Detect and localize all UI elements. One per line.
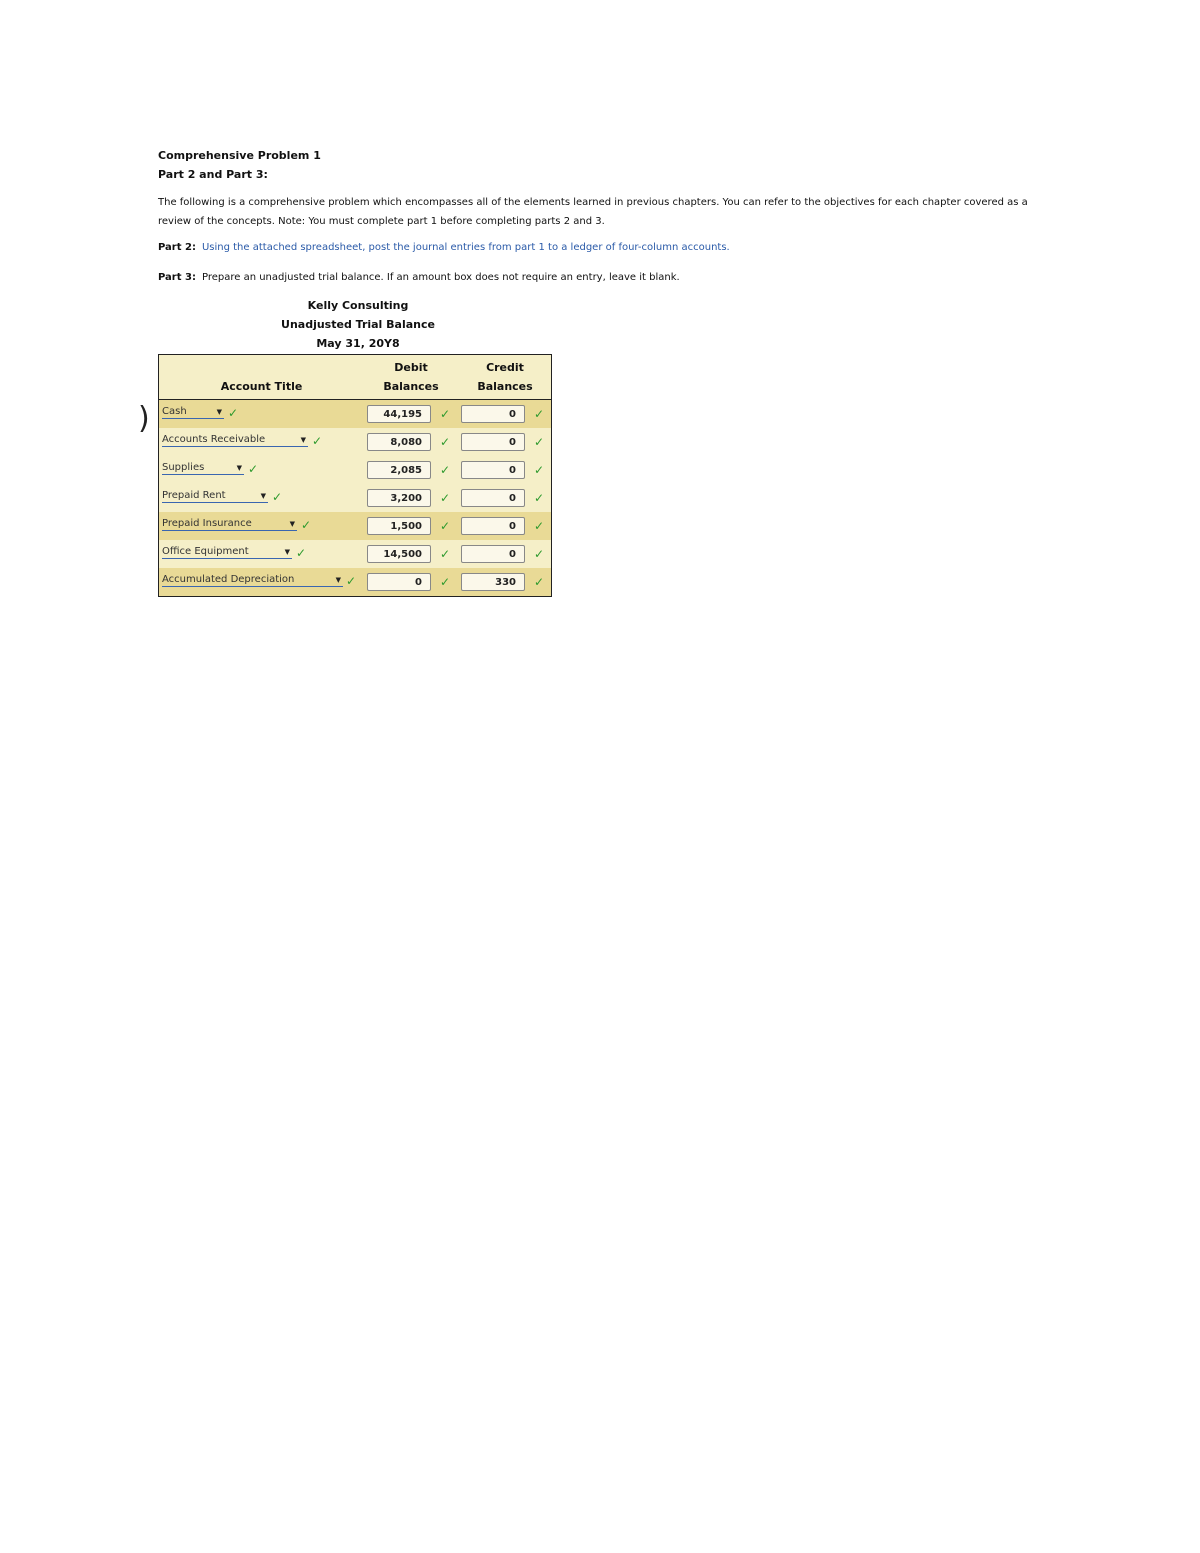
header-credit: Credit xyxy=(486,361,524,374)
table-header xyxy=(159,355,551,400)
account-label: Prepaid Rent xyxy=(162,490,226,501)
debit-input[interactable]: 0 xyxy=(367,573,431,591)
company-name: Kelly Consulting xyxy=(307,299,409,312)
credit-input[interactable]: 330 xyxy=(461,573,525,591)
table-row xyxy=(159,400,551,428)
problem-content xyxy=(158,146,1058,589)
check-icon: ✓ xyxy=(534,463,545,477)
account-label: Cash xyxy=(162,406,187,417)
check-icon: ✓ xyxy=(534,435,545,449)
check-icon: ✓ xyxy=(440,463,451,477)
part3-instruction xyxy=(158,271,1058,285)
caret-down-icon: ▼ xyxy=(284,548,290,556)
credit-input[interactable]: 0 xyxy=(461,545,525,563)
check-icon: ✓ xyxy=(440,407,451,421)
caret-down-icon: ▼ xyxy=(216,408,222,416)
table-row xyxy=(159,456,551,484)
account-select[interactable] xyxy=(162,545,292,559)
part2-label: Part 2: xyxy=(158,242,196,253)
credit-input[interactable]: 0 xyxy=(461,405,525,423)
debit-input[interactable]: 3,200 xyxy=(367,489,431,507)
debit-input[interactable]: 2,085 xyxy=(367,461,431,479)
account-select[interactable] xyxy=(162,517,297,531)
account-select[interactable] xyxy=(162,405,224,419)
caret-down-icon: ▼ xyxy=(335,576,341,584)
account-select[interactable] xyxy=(162,573,343,587)
check-icon: ✓ xyxy=(534,575,545,589)
debit-input[interactable]: 14,500 xyxy=(367,545,431,563)
table-row xyxy=(159,568,551,596)
check-icon: ✓ xyxy=(440,435,451,449)
check-icon: ✓ xyxy=(228,406,239,420)
table-row xyxy=(159,484,551,512)
check-icon: ✓ xyxy=(248,462,259,476)
table-row xyxy=(159,540,551,568)
check-icon: ✓ xyxy=(440,575,451,589)
debit-input[interactable]: 44,195 xyxy=(367,405,431,423)
check-icon: ✓ xyxy=(534,407,545,421)
credit-input[interactable]: 0 xyxy=(461,517,525,535)
mouse-cursor-bracket: ) xyxy=(138,401,150,436)
header-account-title: Account Title xyxy=(220,380,303,393)
check-icon: ✓ xyxy=(534,519,545,533)
account-label: Accumulated Depreciation xyxy=(162,574,295,585)
credit-input[interactable]: 0 xyxy=(461,433,525,451)
problem-title: Comprehensive Problem 1 xyxy=(158,149,321,162)
table-row xyxy=(159,428,551,456)
account-label: Supplies xyxy=(162,462,205,473)
header-debit-balances: Balances xyxy=(383,380,439,393)
check-icon: ✓ xyxy=(296,546,307,560)
credit-input[interactable]: 0 xyxy=(461,489,525,507)
debit-input[interactable]: 1,500 xyxy=(367,517,431,535)
account-select[interactable] xyxy=(162,489,268,503)
check-icon: ✓ xyxy=(534,491,545,505)
caret-down-icon: ▼ xyxy=(260,492,266,500)
account-select[interactable] xyxy=(162,461,244,475)
caret-down-icon: ▼ xyxy=(289,520,295,528)
account-label: Prepaid Insurance xyxy=(162,518,252,529)
header-debit: Debit xyxy=(394,361,428,374)
credit-input[interactable]: 0 xyxy=(461,461,525,479)
check-icon: ✓ xyxy=(440,519,451,533)
check-icon: ✓ xyxy=(301,518,312,532)
account-label: Office Equipment xyxy=(162,546,249,557)
account-select[interactable] xyxy=(162,433,308,447)
caret-down-icon: ▼ xyxy=(300,436,306,444)
header-credit-balances: Balances xyxy=(477,380,533,393)
problem-intro: The following is a comprehensive problem which encompasses all of the elements learned in previous chapters. You can refer to the objectives for each chapter covered as a review of the concepts. Note: You must complete part 1 before completing parts 2 and 3. xyxy=(158,197,1028,227)
part3-text: Prepare an unadjusted trial balance. If an amount box does not require an entry, leave it blank. xyxy=(201,272,680,283)
check-icon: ✓ xyxy=(346,574,357,588)
statement-name: Unadjusted Trial Balance xyxy=(281,318,435,331)
check-icon: ✓ xyxy=(534,547,545,561)
account-label: Accounts Receivable xyxy=(162,434,266,445)
check-icon: ✓ xyxy=(440,547,451,561)
check-icon: ✓ xyxy=(440,491,451,505)
part2-instruction xyxy=(158,241,1058,255)
part3-label: Part 3: xyxy=(158,272,196,283)
part2-link[interactable]: Using the attached spreadsheet, post the journal entries from part 1 to a ledger of four-column accounts. xyxy=(201,242,730,253)
check-icon: ✓ xyxy=(312,434,323,448)
problem-subtitle: Part 2 and Part 3: xyxy=(158,168,268,181)
caret-down-icon: ▼ xyxy=(236,464,242,472)
trial-balance-table xyxy=(158,354,552,597)
statement-date: May 31, 20Y8 xyxy=(316,337,400,350)
table-row xyxy=(159,512,551,540)
check-icon: ✓ xyxy=(272,490,283,504)
debit-input[interactable]: 8,080 xyxy=(367,433,431,451)
